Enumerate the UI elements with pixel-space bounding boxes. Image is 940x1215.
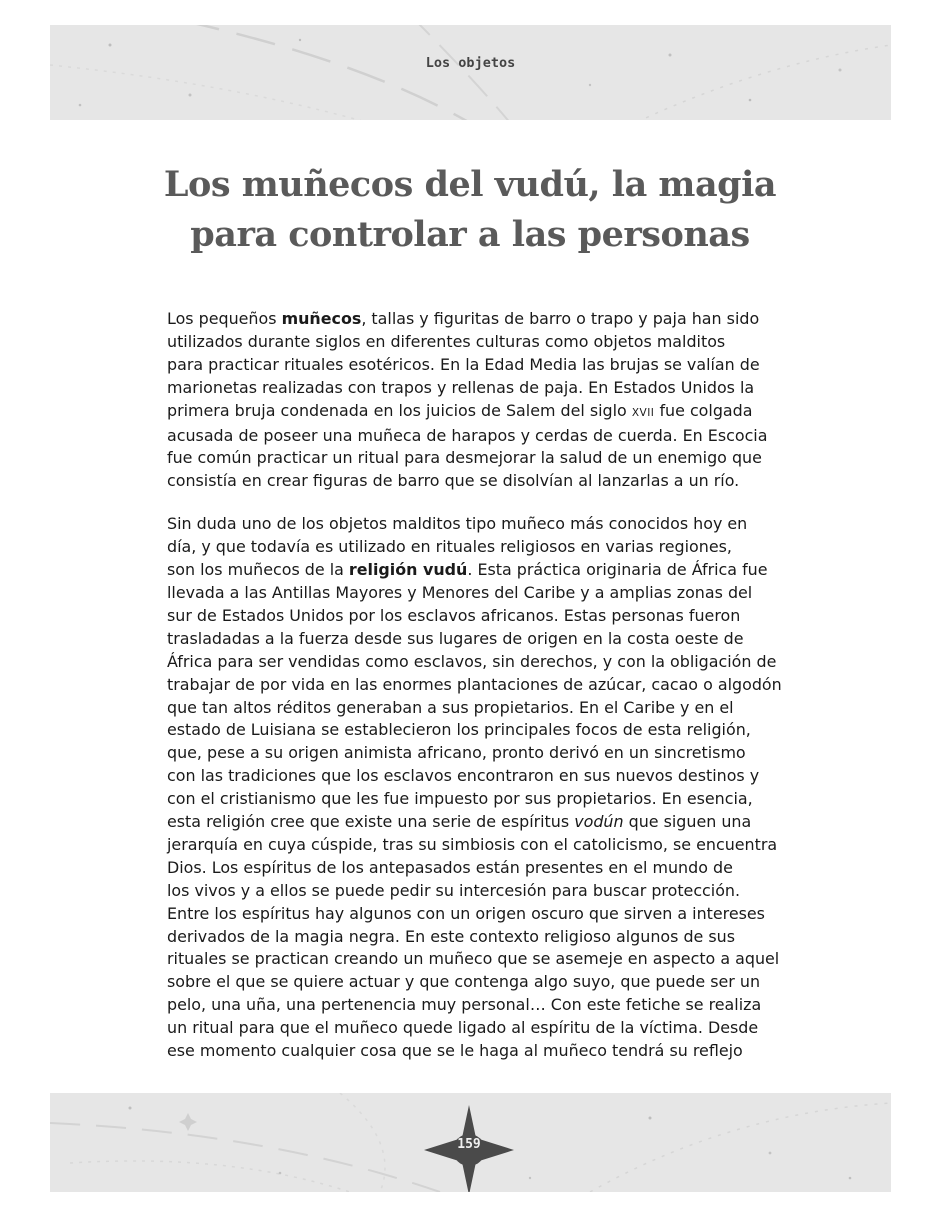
body-text	[167, 308, 782, 1083]
paragraph-2	[167, 513, 782, 1063]
title-line-1: Los muñecos del vudú, la magia	[163, 164, 777, 205]
text-line: primera bruja condenada en los juicios de Salem del siglo XVII fue colgada	[167, 400, 753, 420]
text-line: Los pequeños muñecos, tallas y figuritas de barro o trapo y paja han sido	[167, 309, 760, 328]
text-line: sobre el que se quiere actuar y que contenga algo suyo, que puede ser un	[167, 972, 761, 992]
text-line: son los muñecos de la religión vudú. Esta práctica originaria de África fue	[167, 560, 768, 580]
text-line: jerarquía en cuya cúspide, tras su simbiosis con el catolicismo, se encuentra	[167, 834, 778, 854]
text-line: que, pese a su origen animista africano, pronto derivó en un sincretismo	[167, 743, 746, 763]
italic-term: vodún	[574, 812, 624, 832]
text-line: Entre los espíritus hay algunos con un origen oscuro que sirven a intereses	[167, 903, 765, 923]
text-line: con el cristianismo que les fue impuesto por sus propietarios. En esencia,	[167, 789, 753, 809]
text-line: sur de Estados Unidos por los esclavos africanos. Estas personas fueron	[167, 605, 741, 625]
text-line: rituales se practican creando un muñeco que se asemeje en aspecto a aquel	[167, 949, 780, 969]
text-line: día, y que todavía es utilizado en rituales religiosos en varias regiones,	[167, 537, 732, 557]
text-line: marionetas realizadas con trapos y rellenas de paja. En Estados Unidos la	[167, 377, 755, 397]
text-line: derivados de la magia negra. En este contexto religioso algunos de sus	[167, 926, 736, 946]
text-line: Sin duda uno de los objetos malditos tipo muñeco más conocidos hoy en	[167, 514, 748, 534]
text-line: estado de Luisiana se establecieron los principales focos de esta religión,	[167, 720, 751, 740]
text-line: un ritual para que el muñeco quede ligado al espíritu de la víctima. Desde	[167, 1018, 759, 1038]
text-line: ese momento cualquier cosa que se le haga al muñeco tendrá su reflejo	[167, 1041, 743, 1061]
text-line: trasladadas a la fuerza desde sus lugares de origen en la costa oeste de	[167, 628, 744, 648]
text-line: para practicar rituales esotéricos. En la Edad Media las brujas se valían de	[167, 354, 760, 374]
text-line: llevada a las Antillas Mayores y Menores del Caribe y a amplias zonas del	[167, 582, 753, 602]
text-line: África para ser vendidas como esclavos, sin derechos, y con la obligación de	[167, 651, 777, 671]
text-line: acusada de poseer una muñeca de harapos y cerdas de cuerda. En Escocia	[167, 425, 768, 445]
text-line: los vivos y a ellos se puede pedir su intercesión para buscar protección.	[167, 880, 741, 900]
title-line-2: para controlar a las personas	[190, 214, 750, 255]
text-line: consistía en crear figuras de barro que se disolvían al lanzarlas a un río.	[167, 471, 740, 491]
page-number-badge	[424, 1105, 514, 1192]
text-line: con las tradiciones que los esclavos encontraron en sus nuevos destinos y	[167, 766, 760, 786]
text-line: que tan altos réditos generaban a sus propietarios. En el Caribe y en el	[167, 697, 734, 717]
running-head: Los objetos	[425, 55, 516, 71]
text-line: trabajar de por vida en las enormes plantaciones de azúcar, cacao o algodón	[167, 674, 782, 694]
header-decoration	[50, 25, 891, 120]
text-line: utilizados durante siglos en diferentes culturas como objetos malditos	[167, 331, 726, 351]
chapter-title	[0, 160, 940, 260]
small-caps-century: XVII	[631, 406, 655, 419]
paragraph-1	[167, 308, 777, 493]
page-number: 159	[457, 1137, 481, 1152]
bold-term: muñecos	[281, 309, 362, 328]
header-band	[50, 25, 891, 120]
bold-term: religión vudú	[348, 560, 468, 580]
text-line: esta religión cree que existe una serie de espíritus vodún que siguen una	[167, 812, 752, 832]
footer-band	[50, 1093, 891, 1192]
text-line: pelo, una uña, una pertenencia muy personal… Con este fetiche se realiza	[167, 995, 762, 1015]
text-line: Dios. Los espíritus de los antepasados están presentes en el mundo de	[167, 857, 733, 877]
text-line: fue común practicar un ritual para desmejorar la salud de un enemigo que	[167, 448, 762, 468]
